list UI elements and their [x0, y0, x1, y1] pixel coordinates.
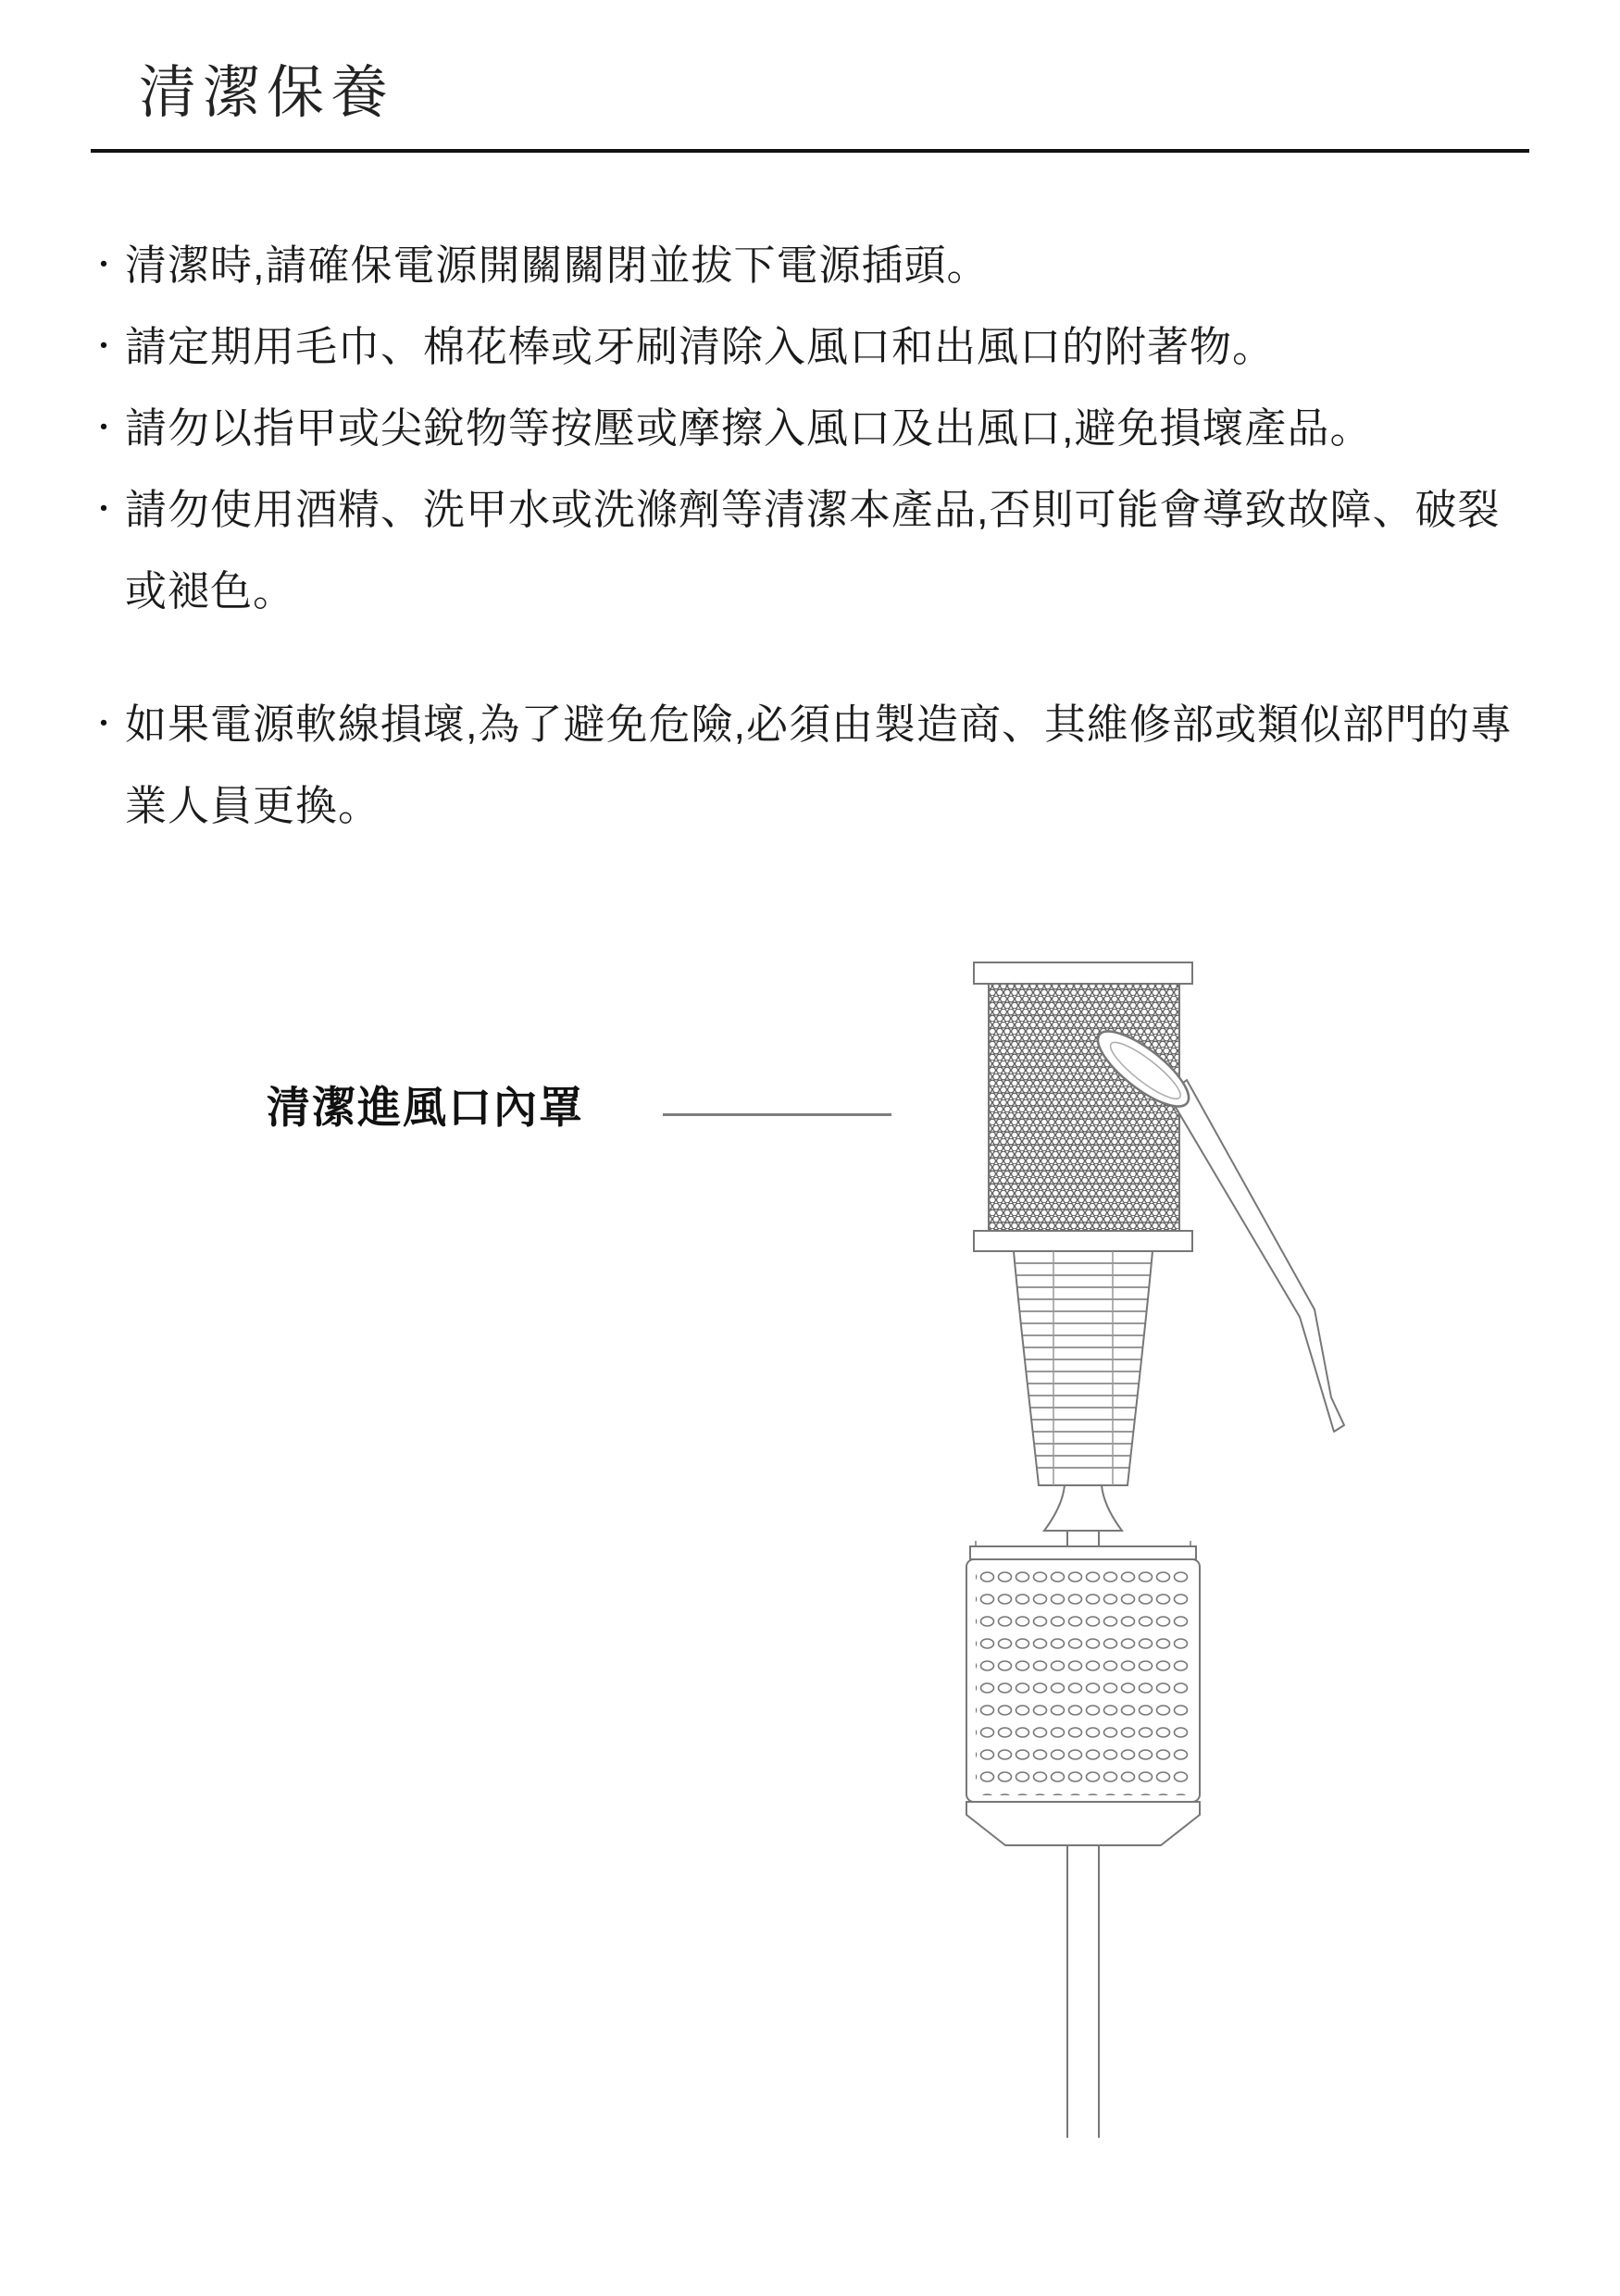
instruction-text: 請定期用毛巾、棉花棒或牙刷清除入風口和出風口的附著物。: [125, 323, 1276, 370]
instruction-text: 清潔時,請確保電源開關關閉並拔下電源插頭。: [125, 242, 990, 289]
title-divider: [91, 149, 1529, 153]
instruction-item: [88, 225, 1537, 306]
cleaning-illustration: [926, 944, 1352, 2166]
bullet-icon: ・: [88, 411, 119, 446]
label-leader-line: [663, 1113, 891, 1116]
page-title: 清潔保養: [139, 61, 395, 125]
figure-label: 清潔進風口內罩: [267, 1083, 584, 1132]
instruction-item: [88, 306, 1537, 388]
bell-joint: [1044, 1485, 1122, 1547]
instruction-item: [88, 388, 1537, 469]
perforated-barrel: [966, 1541, 1200, 1845]
bullet-icon: ・: [88, 492, 119, 527]
ribbed-cone: [1009, 1251, 1157, 1485]
instruction-text: 請勿以指甲或尖銳物等按壓或摩擦入風口及出風口,避免損壞產品。: [125, 404, 1373, 452]
bullet-icon: ・: [88, 707, 119, 742]
instruction-text: 請勿使用酒精、洗甲水或洗滌劑等清潔本產品,否則可能會導致故障、破裂或褪色。: [125, 486, 1501, 614]
inlet-mesh-cover: [974, 962, 1192, 1251]
instruction-list: [88, 225, 1537, 847]
bullet-icon: ・: [88, 329, 119, 365]
stem-rod: [1067, 1845, 1099, 2138]
bullet-icon: ・: [88, 248, 119, 283]
instruction-item: [88, 469, 1537, 632]
instruction-item: [88, 684, 1537, 847]
instruction-text: 如果電源軟線損壞,為了避免危險,必須由製造商、其維修部或類似部門的專業人員更換。: [125, 701, 1514, 829]
